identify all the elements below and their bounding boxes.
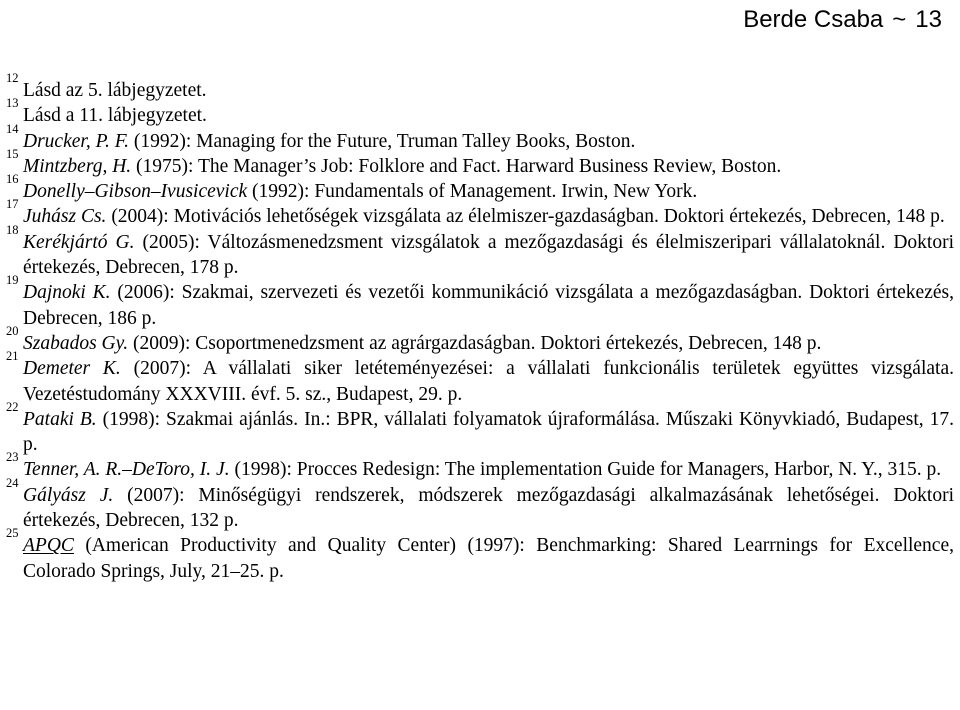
- footnote-23: [6, 450, 954, 482]
- footnote-author: Gályász J.: [23, 484, 114, 506]
- footnote-16: [6, 172, 954, 204]
- footnote-number: 18: [6, 222, 19, 237]
- footnote-number: 19: [6, 273, 19, 288]
- footnote-author: Juhász Cs.: [23, 206, 107, 228]
- footnote-text: (1992): Managing for the Future, Truman Talley Books, Boston.: [128, 130, 636, 152]
- footnote-text: Lásd a 11. lábjegyzetet.: [23, 105, 207, 127]
- footnote-21: [6, 349, 954, 407]
- footnote-number: 24: [6, 475, 19, 490]
- footnote-number: 13: [6, 96, 19, 111]
- footnote-20: [6, 323, 954, 356]
- footnote-text: (2006): Szakmai, szervezeti és vezetői kommunikáció vizsgálata a mezőgazdaságban. Doktori értekezés, Debrecen, 186 p.: [23, 282, 954, 329]
- page-number: 13: [915, 6, 942, 33]
- footnote-text: (1992): Fundamentals of Management. Irwin, New York.: [247, 181, 698, 203]
- footnote-number: 22: [6, 399, 19, 414]
- footnote-author: Szabados Gy.: [23, 332, 129, 354]
- footnote-text: (1998): Procces Redesign: The implementation Guide for Managers, Harbor, N. Y., 315. p.: [229, 459, 942, 481]
- footnote-text: (American Productivity and Quality Center) (1997): Benchmarking: Shared Learrnings for Excellence, Colorado Springs, July, 21–25. p.: [23, 535, 954, 582]
- footnote-25: [6, 526, 954, 584]
- header-author: Berde Csaba: [743, 6, 884, 33]
- footnote-number: 15: [6, 146, 19, 161]
- footnote-number: 17: [6, 197, 19, 212]
- footnote-text: (1998): Szakmai ajánlás. In.: BPR, vállalati folyamatok újraformálása. Műszaki Könyvkiadó, Budapest, 17. p.: [23, 408, 954, 456]
- footnote-author: Drucker, P. F.: [23, 130, 129, 152]
- footnote-text: Lásd az 5. lábjegyzetet.: [23, 80, 207, 101]
- footnote-22: [6, 399, 954, 458]
- footnote-18: [6, 222, 954, 281]
- footnote-number: 16: [6, 172, 19, 187]
- footnote-12: [6, 71, 954, 103]
- footnotes-list: [6, 71, 954, 584]
- footnote-text: (2007): Minőségügyi rendszerek, módszerek mezőgazdasági alkalmazásának lehetőségei. Doktori értekezés, Debrecen, 132 p.: [23, 484, 954, 532]
- footnote-14: [6, 121, 954, 154]
- footnote-17: [6, 197, 954, 229]
- footnote-author: Demeter K.: [23, 358, 121, 380]
- header-separator: ~: [892, 6, 907, 33]
- footnote-author: Donelly–Gibson–Ivusicevick: [23, 181, 248, 203]
- footnote-24: [6, 475, 954, 534]
- footnote-13: [6, 96, 954, 128]
- page-header: [743, 6, 942, 34]
- footnote-author: Dajnoki K.: [23, 282, 111, 304]
- footnote-19: [6, 273, 954, 331]
- footnote-number: 21: [6, 349, 19, 364]
- footnote-text: (2005): Változásmenedzsment vizsgálatok a mezőgazdasági és élelmiszeripari vállalatoknál. Doktori értekezés, Debrecen, 178 p.: [23, 231, 954, 279]
- footnote-number: 14: [6, 121, 19, 136]
- footnote-author: Pataki B.: [23, 408, 97, 430]
- footnote-author: APQC: [23, 535, 74, 557]
- footnote-number: 25: [6, 526, 19, 541]
- footnote-author: Tenner, A. R.–DeToro, I. J.: [23, 459, 230, 481]
- footnote-15: [6, 146, 954, 179]
- footnote-author: Kerékjártó G.: [23, 231, 135, 253]
- footnote-text: (2009): Csoportmenedzsment az agrárgazdaságban. Doktori értekezés, Debrecen, 148 p.: [128, 332, 822, 354]
- footnote-number: 20: [6, 323, 19, 338]
- footnote-number: 12: [6, 71, 19, 85]
- footnote-text: (2007): A vállalati siker letéteményezései: a vállalati funkcionális területek együttes vizsgálata. Vezetéstudomány XXXVIII. évf. 5. sz., Budapest, 29. p.: [23, 358, 954, 405]
- footnote-author: Mintzberg, H.: [23, 155, 132, 177]
- footnote-text: (2004): Motivációs lehetőségek vizsgálata az élelmiszer-gazdaságban. Doktori értekezés, Debrecen, 148 p.: [106, 206, 945, 228]
- footnote-text: (1975): The Manager’s Job: Folklore and Fact. Harward Business Review, Boston.: [131, 155, 782, 177]
- footnote-number: 23: [6, 450, 19, 465]
